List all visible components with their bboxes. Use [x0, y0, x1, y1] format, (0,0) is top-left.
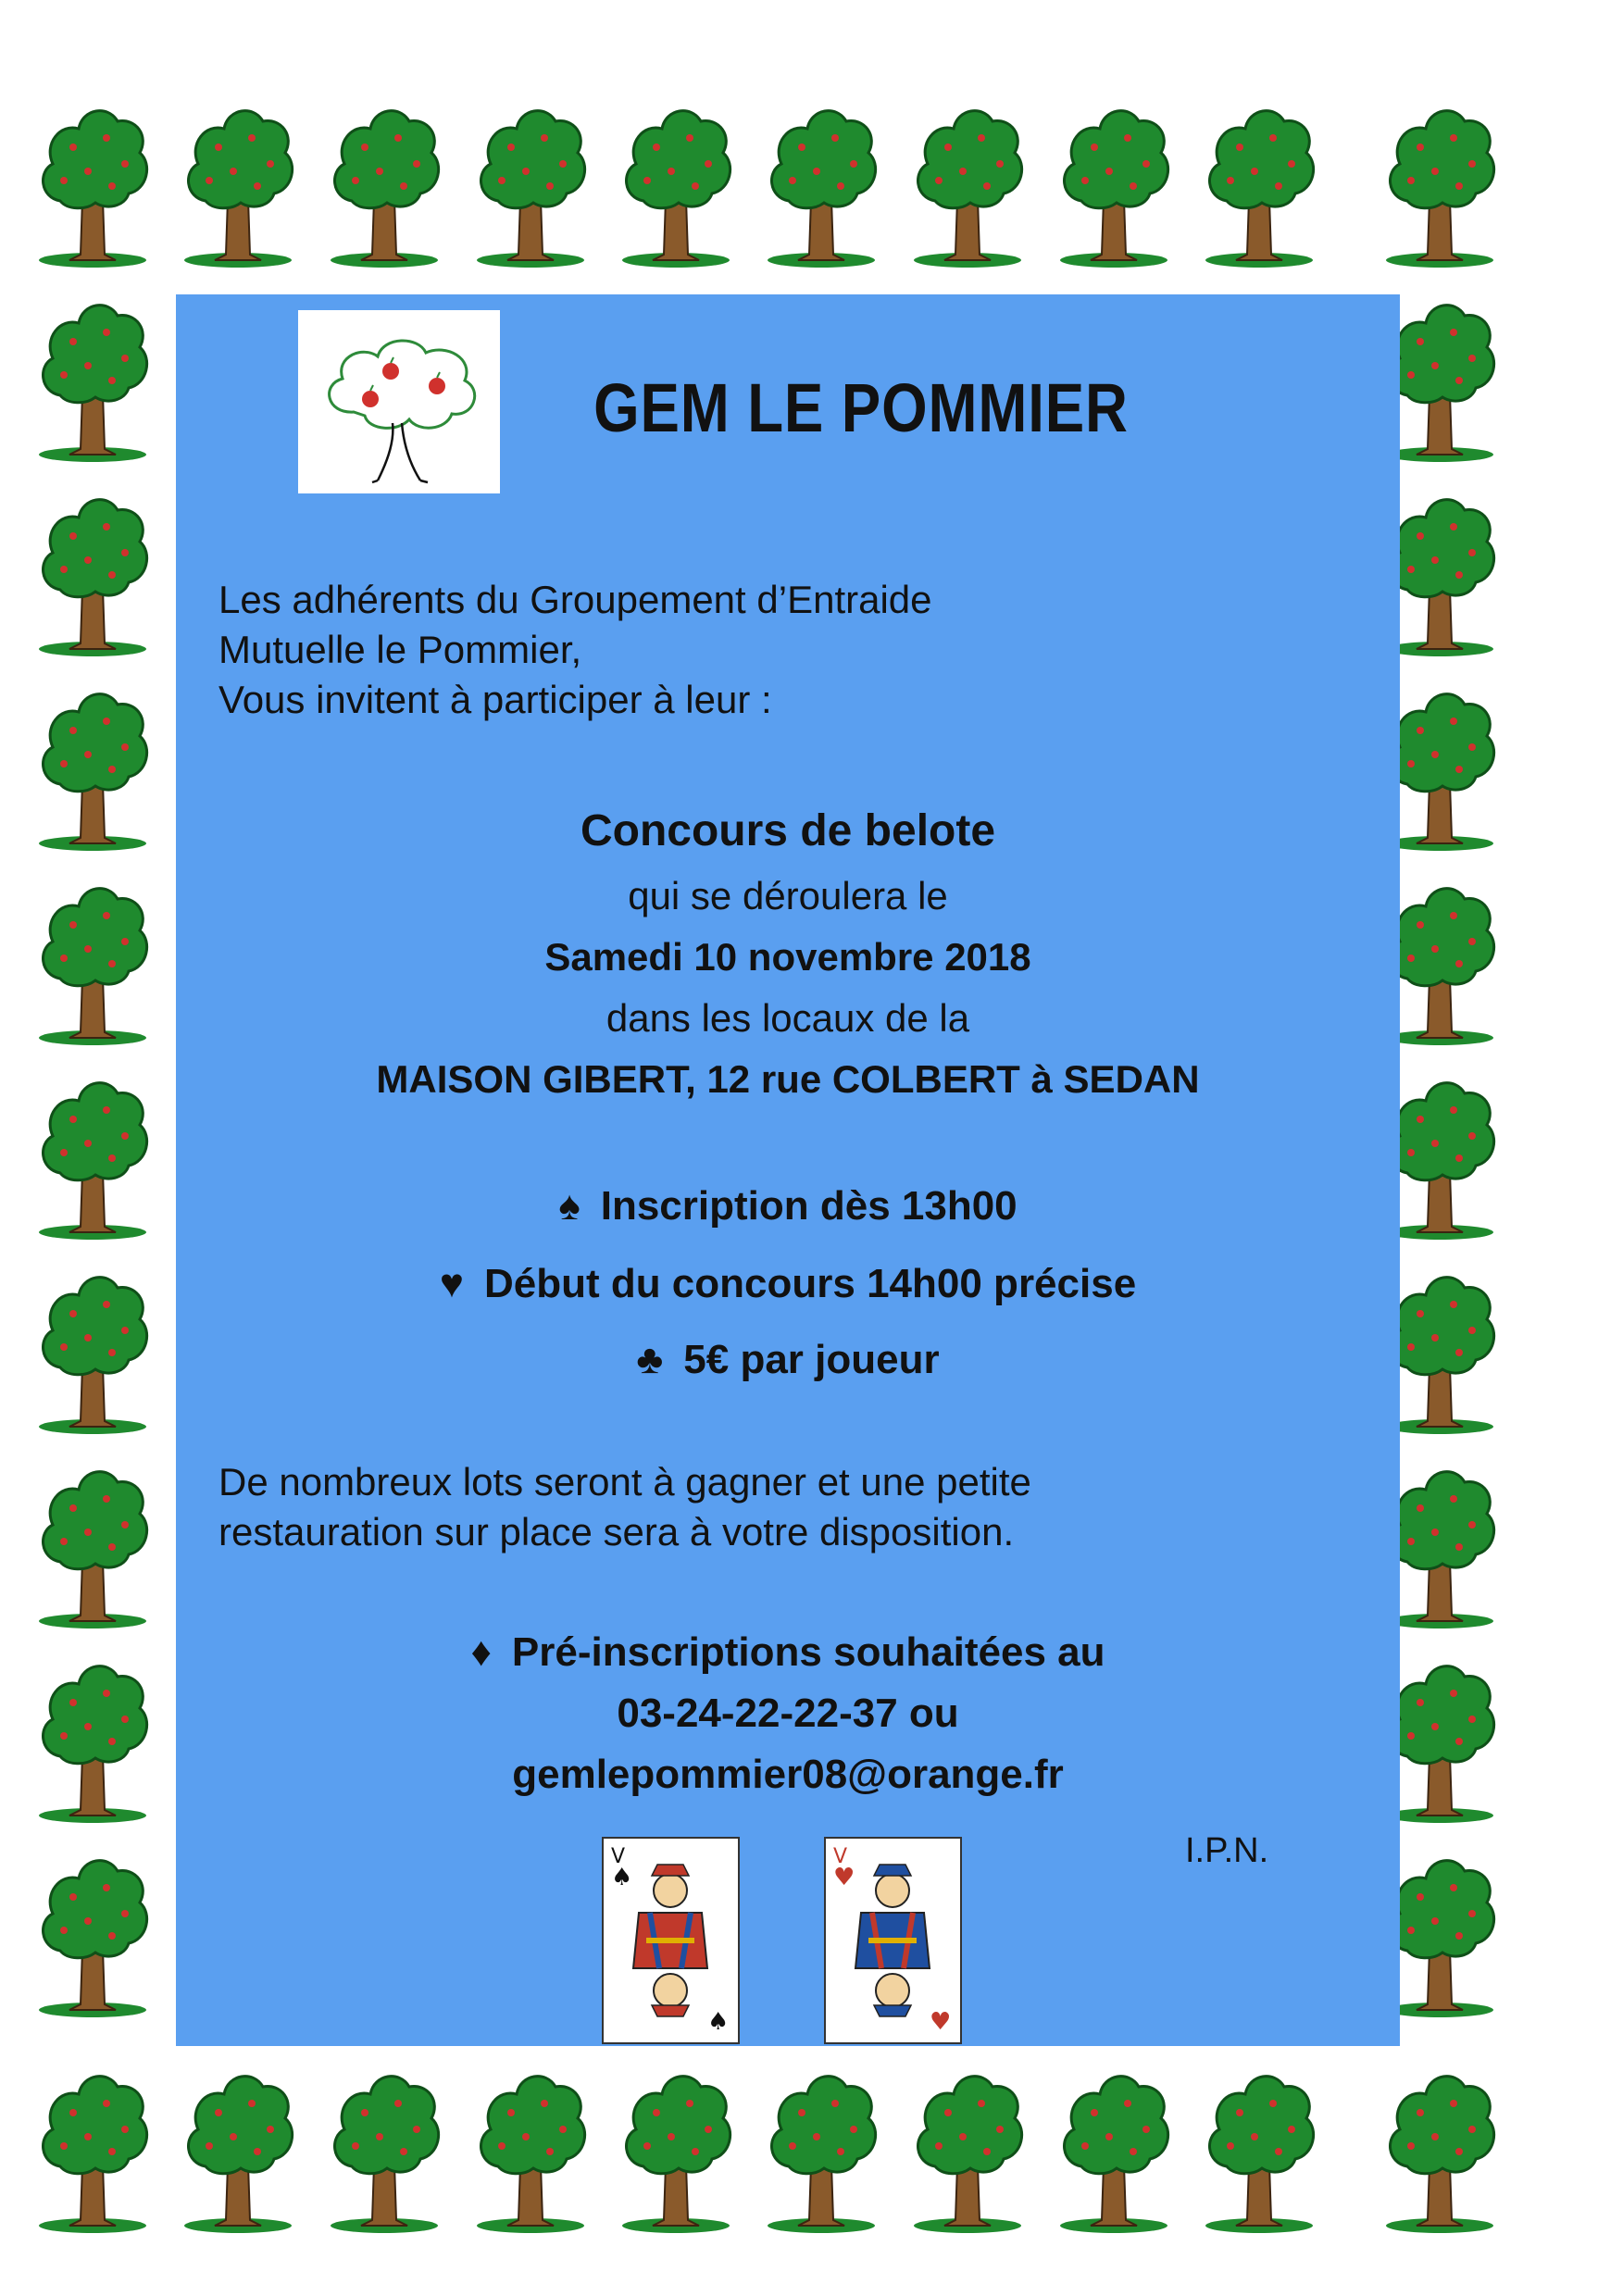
- svg-text:V: V: [833, 1845, 848, 1868]
- apple-tree-icon: [1380, 2063, 1500, 2234]
- apple-tree-icon: [32, 1069, 153, 1241]
- detail-price: [176, 1337, 1400, 1383]
- apple-tree-icon: [470, 2063, 591, 2234]
- apple-tree-icon: [32, 680, 153, 852]
- apple-tree-icon: [907, 97, 1028, 268]
- apple-tree-icon: [616, 97, 736, 268]
- apple-tree-icon: [32, 1653, 153, 1824]
- prizes-line-1: De nombreux lots seront à gagner et une petite: [218, 1460, 1031, 1504]
- preregistration: [176, 1629, 1400, 1676]
- apple-tree-icon: [32, 1847, 153, 2018]
- jack-of-spades-card: [602, 1837, 740, 2044]
- svg-text:V: V: [611, 1845, 626, 1868]
- apple-tree-icon: [761, 97, 881, 268]
- detail-price-text: 5€ par joueur: [683, 1337, 940, 1382]
- detail-start: [176, 1261, 1400, 1307]
- club-icon: ♣: [636, 1337, 664, 1382]
- apple-tree-icon: [1380, 97, 1500, 268]
- apple-tree-icon: [470, 97, 591, 268]
- spade-icon: ♠: [558, 1183, 581, 1229]
- apple-tree-icon: [761, 2063, 881, 2234]
- apple-tree-icon: [1199, 2063, 1319, 2234]
- intro-line-3: Vous invitent à participer à leur :: [218, 678, 772, 721]
- intro-line-2: Mutuelle le Pommier,: [218, 628, 582, 671]
- page-title: GEM LE POMMIER: [593, 369, 1129, 446]
- apple-tree-icon: [1054, 97, 1174, 268]
- credit-text: I.P.N.: [1185, 1831, 1269, 1870]
- svg-text:♠: ♠: [707, 2008, 730, 2036]
- intro-line-1: Les adhérents du Groupement d’Entraide: [218, 578, 932, 621]
- event-date: Samedi 10 novembre 2018: [544, 935, 1031, 979]
- apple-tree-icon: [32, 875, 153, 1046]
- apple-tree-icon: [32, 1264, 153, 1435]
- logo: [298, 310, 500, 493]
- svg-text:♠: ♠: [611, 1864, 633, 1891]
- detail-registration-text: Inscription dès 13h00: [600, 1183, 1017, 1229]
- apple-tree-icon: [298, 310, 500, 493]
- apple-tree-icon: [32, 486, 153, 657]
- blue-panel: [176, 294, 1400, 2046]
- event-line-1: qui se déroulera le: [628, 874, 948, 917]
- heart-icon: ♥: [439, 1261, 464, 1306]
- prizes-line-2: restauration sur place sera à votre disposition.: [218, 1510, 1015, 1554]
- preregistration-text: Pré-inscriptions souhaitées au: [511, 1629, 1105, 1675]
- apple-tree-icon: [178, 2063, 298, 2234]
- event-name: Concours de belote: [580, 806, 996, 855]
- diamond-icon: ♦: [470, 1629, 492, 1675]
- detail-start-text: Début du concours 14h00 précise: [483, 1261, 1137, 1306]
- apple-tree-icon: [907, 2063, 1028, 2234]
- apple-tree-icon: [32, 1458, 153, 1629]
- svg-text:♥: ♥: [833, 1864, 855, 1891]
- contact-email: gemlepommier08@orange.fr: [512, 1752, 1064, 1797]
- apple-tree-icon: [178, 97, 298, 268]
- event-place: MAISON GIBERT, 12 rue COLBERT à SEDAN: [376, 1057, 1200, 1101]
- prizes-text: [218, 1457, 1357, 1557]
- contact-phone: 03-24-22-22-37 ou: [617, 1691, 959, 1736]
- jack-card-icon: [826, 1839, 960, 2042]
- detail-registration: [176, 1183, 1400, 1229]
- svg-text:♥: ♥: [930, 2008, 952, 2036]
- jack-card-icon: [604, 1839, 738, 2042]
- apple-tree-icon: [1054, 2063, 1174, 2234]
- apple-tree-icon: [32, 292, 153, 463]
- apple-tree-icon: [32, 97, 153, 268]
- intro-text: [218, 575, 1357, 725]
- event-line-2: dans les locaux de la: [606, 996, 970, 1040]
- apple-tree-icon: [324, 97, 444, 268]
- apple-tree-icon: [616, 2063, 736, 2234]
- apple-tree-icon: [324, 2063, 444, 2234]
- jack-of-hearts-card: [824, 1837, 962, 2044]
- apple-tree-icon: [32, 2063, 153, 2234]
- apple-tree-icon: [1199, 97, 1319, 268]
